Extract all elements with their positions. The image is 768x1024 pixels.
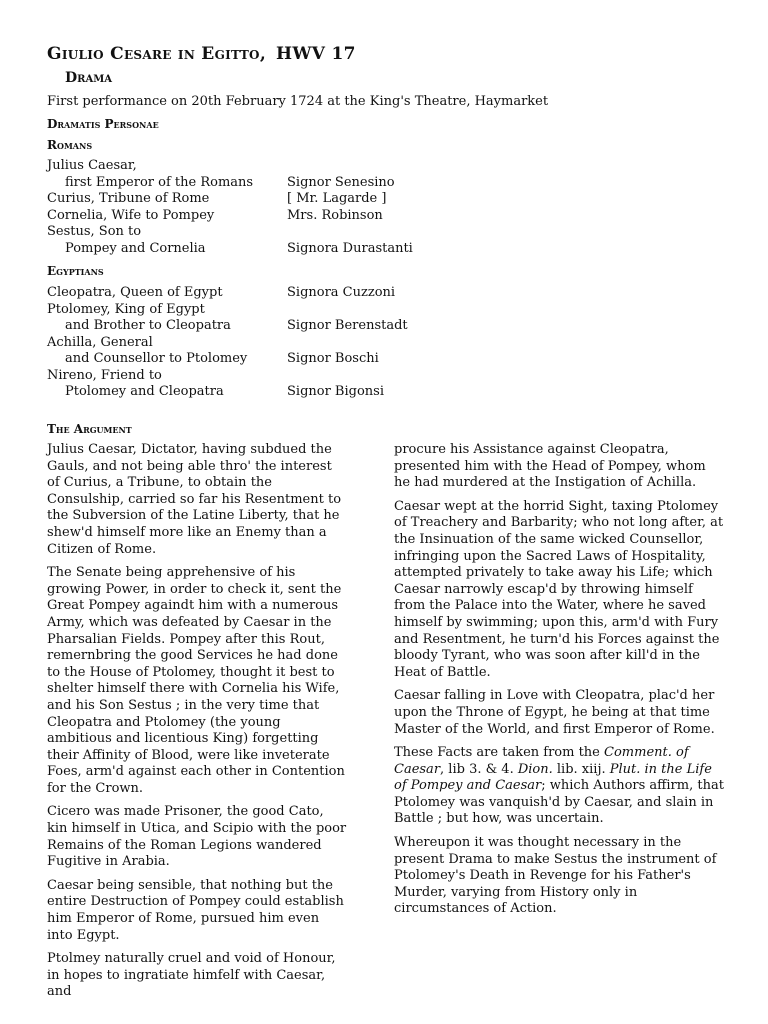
performance-note: First performance on 20th February 1724 at the King's Theatre, Haymarket <box>47 94 549 109</box>
romans-heading: Romans <box>47 138 93 152</box>
character-name: Julius Caesar, <box>47 158 137 173</box>
argument-paragraph: Julius Caesar, Dictator, having subdued the Gauls, and not being able thro' the interest of Curius, a Tribune, to obtain the Consulship, carried so far his Resentment to the Subversion of the Latine Liberty, that he shew'd himself more like an Enemy than a Citizen of Rome. <box>47 442 342 557</box>
character-name: and Brother to Cleopatra <box>65 318 231 333</box>
argument-paragraph: Ptolmey naturally cruel and void of Honour, in hopes to ingratiate himfelf with Caesar, and <box>47 951 336 1000</box>
romans-cast-list <box>47 158 427 257</box>
romans-cast-row <box>47 175 427 192</box>
argument-left-column <box>47 442 347 1008</box>
egyptians-heading: Egyptians <box>47 264 104 278</box>
argument-right-column <box>394 442 724 925</box>
title-catalog: HWV 17 <box>276 44 356 64</box>
sources-paragraph <box>394 745 724 828</box>
egyptians-cast-row <box>47 351 427 368</box>
egyptians-cast-row <box>47 302 427 319</box>
singer-name: Signora Durastanti <box>287 240 413 256</box>
sources-work-plutarch: Plut. in the Life of Pompey and Caesar <box>394 761 712 794</box>
dramatis-heading: Dramatis Personae <box>47 117 159 131</box>
romans-cast-row <box>47 241 427 258</box>
singer-name: Signor Boschi <box>287 351 379 366</box>
egyptians-cast-list <box>47 285 427 401</box>
egyptians-cast-row <box>47 384 427 401</box>
singer-name: Signor Senesino <box>287 174 395 190</box>
argument-paragraph: The Senate being apprehensive of his growing Power, in order to check it, sent the Great Pompey againdt him with a numerous Army, which was defeated by Caesar in the Pharsalian Fields. Pompey after this Rout, remernbring the good Services he had done to the House of Ptolomey, thought it best to shelter himself there with Cornelia his Wife, and his Son Sestus ; in the very time that Cleopatra and Ptolomey (the young ambitious and licentious King) forgetting their Affinity of Blood, were like inveterate Foes, arm'd against each other in Contention for the Crown. <box>47 565 345 796</box>
egyptians-cast-row <box>47 318 427 335</box>
character-name: Pompey and Cornelia <box>65 240 206 256</box>
romans-cast-row <box>47 208 427 225</box>
character-name: Ptolomey and Cleopatra <box>65 384 224 399</box>
character-name: Sestus, Son to <box>47 224 142 239</box>
argument-paragraph: Caesar falling in Love with Cleopatra, plac'd her upon the Throne of Egypt, he being at that time Master of the World, and first Emperor of Rome. <box>394 688 715 737</box>
egyptians-cast-row <box>47 285 427 302</box>
egyptians-cast-row <box>47 335 427 352</box>
sources-text-c: , lib 3. & 4. <box>440 761 518 777</box>
argument-heading: The Argument <box>47 422 132 436</box>
character-name: Cleopatra, Queen of Egypt <box>47 285 223 300</box>
argument-paragraph: Caesar being sensible, that nothing but the entire Destruction of Pompey could establish him Emperor of Rome, pursued him even into Egypt. <box>47 877 344 943</box>
argument-paragraph: procure his Assistance against Cleopatra, presented him with the Head of Pompey, whom he had murdered at the Instigation of Achilla. <box>394 442 706 491</box>
character-name: Achilla, General <box>47 334 153 350</box>
singer-name: Signora Cuzzoni <box>287 285 396 300</box>
sources-work-dion: Dion. <box>517 761 553 777</box>
sources-text-a: These Facts are taken from the <box>394 745 605 761</box>
romans-cast-row <box>47 191 427 208</box>
character-name: first Emperor of the Romans <box>65 174 254 190</box>
character-name: and Counsellor to Ptolomey <box>65 351 248 366</box>
title-main: Giulio Cesare in Egitto, <box>47 44 267 64</box>
sources-work-comment: Comment. of Caesar <box>394 745 689 777</box>
sources-text-g: ; which Authors affirm, that Ptolomey was vanquish'd by Caesar, and slain in Battle ; but how, was uncertain. <box>394 778 724 827</box>
singer-name: Signor Berenstadt <box>287 318 408 333</box>
argument-paragraph: Cicero was made Prisoner, the good Cato, kin himself in Utica, and Scipio with the poor Remains of the Roman Legions wandered Fugitive in Arabia. <box>47 804 347 870</box>
character-name: Cornelia, Wife to Pompey <box>47 207 215 223</box>
singer-name: [ Mr. Lagarde ] <box>287 191 387 206</box>
character-name: Ptolomey, King of Egypt <box>47 301 205 317</box>
argument-paragraph: Caesar wept at the horrid Sight, taxing Ptolomey of Treachery and Barbarity; who not long after, at the Insinuation of the same wicked Counsellor, infringing upon the Sacred Laws of Hospitality, attempted privately to take away his Life; which Caesar narrowly escap'd by throwing himself from the Palace into the Water, where he saved himself by swimming; upon this, arm'd with Fury and Resentment, he turn'd his Forces against the bloody Tyrant, who was soon after kill'd in the Heat of Battle. <box>394 498 724 680</box>
closing-paragraph: Whereupon it was thought necessary in the present Drama to make Sestus the instrument of Ptolomey's Death in Revenge for his Father's Murder, varying from History only in circumstances of Action. <box>394 835 717 917</box>
egyptians-cast-row <box>47 368 427 385</box>
singer-name: Mrs. Robinson <box>287 207 383 223</box>
romans-cast-row <box>47 224 427 241</box>
genre-label: Drama <box>65 70 113 86</box>
character-name: Nireno, Friend to <box>47 367 162 383</box>
sources-text-e: lib. xiij. <box>552 761 610 777</box>
page-title <box>47 44 356 64</box>
character-name: Curius, Tribune of Rome <box>47 191 210 206</box>
singer-name: Signor Bigonsi <box>287 384 384 399</box>
romans-cast-row <box>47 158 427 175</box>
